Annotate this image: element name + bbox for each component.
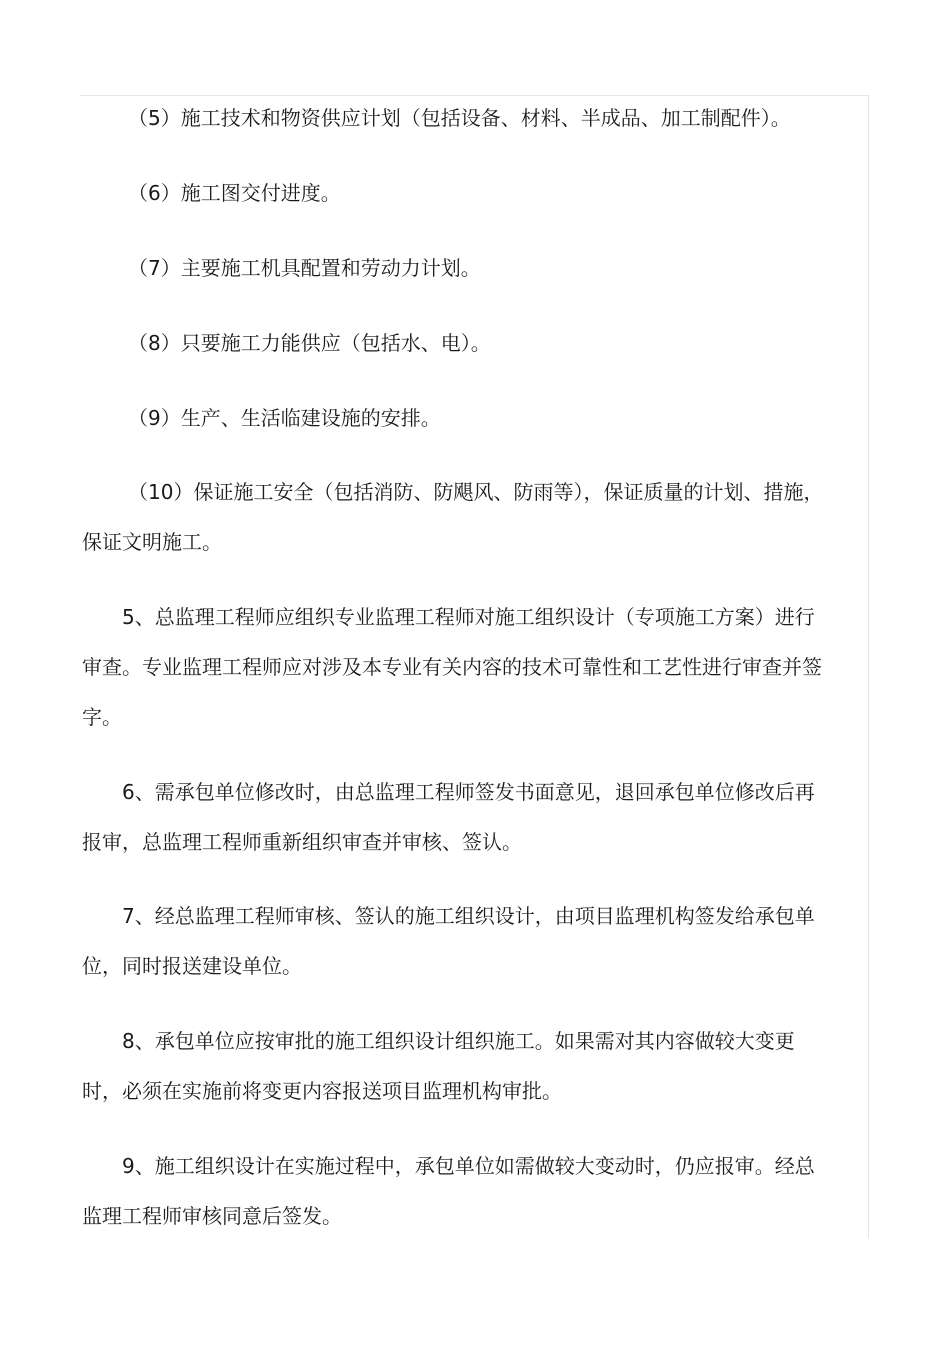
paragraph-item-9: （9）生产、生活临建设施的安排。	[128, 406, 441, 430]
paragraph-8: 8、承包单位应按审批的施工组织设计组织施工。如果需对其内容做较大变更时，必须在实施前将变更内容报送项目监理机构审批。	[82, 1029, 795, 1103]
paragraph-item-7: （7）主要施工机具配置和劳动力计划。	[128, 256, 481, 280]
paragraph-item-10: （10）保证施工安全（包括消防、防飓风、防雨等），保证质量的计划、措施，保证文明施工。	[82, 480, 824, 554]
paragraph-5: 5、总监理工程师应组织专业监理工程师对施工组织设计（专项施工方案）进行审查。专业监理工程师应对涉及本专业有关内容的技术可靠性和工艺性进行审查并签字。	[82, 605, 822, 729]
paragraph-7: 7、经总监理工程师审核、签认的施工组织设计，由项目监理机构签发给承包单位，同时报送建设单位。	[82, 904, 815, 978]
paragraph-item-5: （5）施工技术和物资供应计划（包括设备、材料、半成品、加工制配件）。	[128, 106, 791, 130]
paragraph-9: 9、施工组织设计在实施过程中，承包单位如需做较大变动时，仍应报审。经总监理工程师审核同意后签发。	[82, 1154, 815, 1228]
paragraph-item-6: （6）施工图交付进度。	[128, 181, 341, 205]
paragraph-item-8: （8）只要施工力能供应（包括水、电）。	[128, 331, 491, 355]
paragraph-6: 6、需承包单位修改时，由总监理工程师签发书面意见，退回承包单位修改后再报审，总监理工程师重新组织审查并审核、签认。	[82, 780, 815, 854]
